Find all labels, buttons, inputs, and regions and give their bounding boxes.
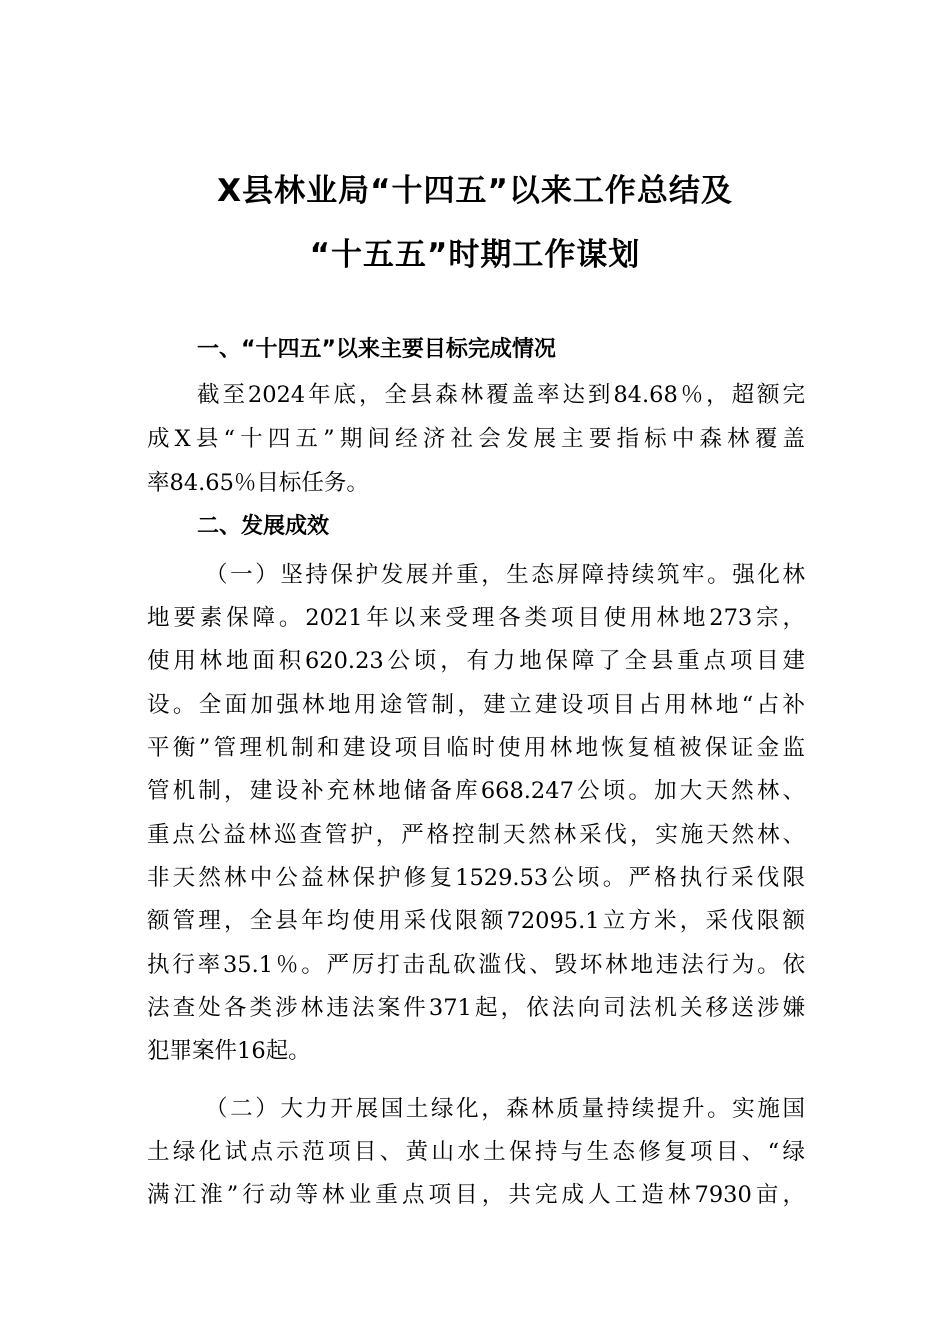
body-line: （二）大力开展国土绿化，森林质量持续提升。实施国 [205, 1096, 805, 1122]
body-line: 截至2024年底，全县森林覆盖率达到84.68％，超额完 [197, 382, 805, 408]
body-line: 法查处各类涉林违法案件371起，依法向司法机关移送涉嫌 [147, 995, 805, 1021]
body-line: 非天然林中公益林保护修复1529.53公顷。严格执行采伐限 [147, 865, 805, 891]
body-line: 额管理，全县年均使用采伐限额72095.1立方米，采伐限额 [147, 908, 805, 934]
body-line: 设。全面加强林地用途管制，建立建设项目占用林地“占补 [147, 692, 805, 718]
body-line: 犯罪案件16起。 [147, 1038, 311, 1064]
body-line: 成X县“十四五”期间经济社会发展主要指标中森林覆盖 [147, 426, 805, 452]
body-line: 地要素保障。2021年以来受理各类项目使用林地273宗， [147, 605, 805, 631]
document-title-line-2: “十五五”时期工作谋划 [309, 237, 641, 273]
body-line: （一）坚持保护发展并重，生态屏障持续筑牢。强化林 [205, 562, 805, 588]
body-line: 重点公益林巡查管护，严格控制天然林采伐，实施天然林、 [147, 822, 805, 848]
body-line: 满江淮”行动等林业重点项目，共完成人工造林7930亩， [147, 1182, 805, 1208]
section-1-heading: 一、“十四五”以来主要目标完成情况 [197, 337, 556, 362]
body-line: 率84.65％目标任务。 [147, 470, 369, 496]
body-line: 管机制，建设补充林地储备库668.247公顷。加大天然林、 [147, 778, 805, 804]
body-line: 平衡”管理机制和建设项目临时使用林地恢复植被保证金监 [147, 735, 805, 761]
body-line: 土绿化试点示范项目、黄山水土保持与生态修复项目、“绿 [147, 1139, 805, 1165]
body-line: 使用林地面积620.23公顷，有力地保障了全县重点项目建 [147, 648, 805, 674]
body-line: 执行率35.1％。严厉打击乱砍滥伐、毁坏林地违法行为。依 [147, 952, 805, 978]
document-title-line-1: X县林业局“十四五”以来工作总结及 [217, 173, 733, 209]
section-2-heading: 二、发展成效 [197, 514, 330, 539]
